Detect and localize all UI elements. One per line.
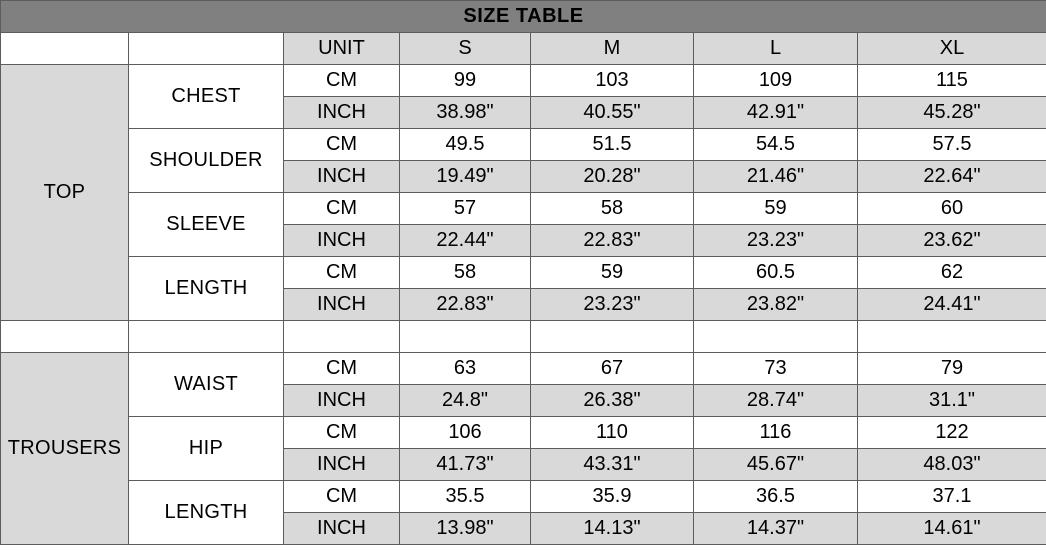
value-trousers-length-inch-l: 14.37" [694,513,858,545]
value-chest-cm-s: 99 [400,65,531,97]
table-row [1,417,1046,449]
value-sleeve-inch-l: 23.23" [694,225,858,257]
divider-cell [129,321,284,353]
value-sleeve-cm-l: 59 [694,193,858,225]
value-top-length-inch-m: 23.23" [531,289,694,321]
value-chest-inch-xl: 45.28" [858,97,1046,129]
unit-inch: INCH [284,97,400,129]
attribute-top-length: LENGTH [129,257,284,321]
value-hip-inch-l: 45.67" [694,449,858,481]
value-waist-cm-m: 67 [531,353,694,385]
divider-cell [858,321,1046,353]
value-sleeve-cm-s: 57 [400,193,531,225]
unit-inch: INCH [284,385,400,417]
value-top-length-inch-s: 22.83" [400,289,531,321]
value-trousers-length-cm-s: 35.5 [400,481,531,513]
divider-cell [694,321,858,353]
unit-cm: CM [284,353,400,385]
column-header-row [1,33,1046,65]
group-label-trousers: TROUSERS [1,353,129,545]
value-chest-cm-l: 109 [694,65,858,97]
value-top-length-cm-l: 60.5 [694,257,858,289]
value-shoulder-inch-m: 20.28" [531,161,694,193]
value-top-length-cm-m: 59 [531,257,694,289]
value-hip-cm-l: 116 [694,417,858,449]
value-trousers-length-cm-xl: 37.1 [858,481,1046,513]
attribute-shoulder: SHOULDER [129,129,284,193]
value-trousers-length-inch-m: 14.13" [531,513,694,545]
value-hip-cm-s: 106 [400,417,531,449]
title-row [1,1,1046,33]
header-size-s: S [400,33,531,65]
table-row [1,129,1046,161]
unit-cm: CM [284,65,400,97]
unit-inch: INCH [284,225,400,257]
value-hip-inch-s: 41.73" [400,449,531,481]
table-row [1,353,1046,385]
header-size-l: L [694,33,858,65]
attribute-sleeve: SLEEVE [129,193,284,257]
value-chest-inch-m: 40.55" [531,97,694,129]
divider-cell [531,321,694,353]
value-chest-cm-m: 103 [531,65,694,97]
value-top-length-inch-xl: 24.41" [858,289,1046,321]
value-top-length-cm-xl: 62 [858,257,1046,289]
value-sleeve-inch-xl: 23.62" [858,225,1046,257]
header-unit: UNIT [284,33,400,65]
header-spacer-left [1,33,129,65]
value-waist-cm-l: 73 [694,353,858,385]
unit-inch: INCH [284,161,400,193]
table-row [1,481,1046,513]
value-sleeve-inch-s: 22.44" [400,225,531,257]
attribute-hip: HIP [129,417,284,481]
divider-cell [400,321,531,353]
attribute-trousers-length: LENGTH [129,481,284,545]
unit-cm: CM [284,193,400,225]
value-waist-inch-l: 28.74" [694,385,858,417]
divider-cell [1,321,129,353]
table-row [1,65,1046,97]
unit-cm: CM [284,481,400,513]
unit-inch: INCH [284,449,400,481]
value-waist-inch-s: 24.8" [400,385,531,417]
value-waist-inch-m: 26.38" [531,385,694,417]
value-shoulder-cm-m: 51.5 [531,129,694,161]
value-shoulder-cm-s: 49.5 [400,129,531,161]
value-shoulder-inch-s: 19.49" [400,161,531,193]
value-chest-inch-l: 42.91" [694,97,858,129]
page-title: SIZE TABLE [1,1,1046,33]
unit-cm: CM [284,257,400,289]
value-sleeve-cm-xl: 60 [858,193,1046,225]
header-size-xl: XL [858,33,1046,65]
attribute-waist: WAIST [129,353,284,417]
value-waist-inch-xl: 31.1" [858,385,1046,417]
value-sleeve-inch-m: 22.83" [531,225,694,257]
unit-cm: CM [284,417,400,449]
attribute-chest: CHEST [129,65,284,129]
table-row [1,193,1046,225]
section-divider [1,321,1046,353]
unit-inch: INCH [284,289,400,321]
value-trousers-length-cm-l: 36.5 [694,481,858,513]
group-label-top: TOP [1,65,129,321]
divider-cell [284,321,400,353]
value-hip-inch-xl: 48.03" [858,449,1046,481]
value-chest-cm-xl: 115 [858,65,1046,97]
value-chest-inch-s: 38.98" [400,97,531,129]
header-size-m: M [531,33,694,65]
unit-inch: INCH [284,513,400,545]
value-trousers-length-cm-m: 35.9 [531,481,694,513]
value-sleeve-cm-m: 58 [531,193,694,225]
value-shoulder-cm-l: 54.5 [694,129,858,161]
value-trousers-length-inch-s: 13.98" [400,513,531,545]
value-shoulder-cm-xl: 57.5 [858,129,1046,161]
value-shoulder-inch-xl: 22.64" [858,161,1046,193]
header-spacer-attribute [129,33,284,65]
value-hip-inch-m: 43.31" [531,449,694,481]
value-top-length-cm-s: 58 [400,257,531,289]
value-trousers-length-inch-xl: 14.61" [858,513,1046,545]
value-waist-cm-xl: 79 [858,353,1046,385]
unit-cm: CM [284,129,400,161]
value-waist-cm-s: 63 [400,353,531,385]
value-hip-cm-xl: 122 [858,417,1046,449]
value-hip-cm-m: 110 [531,417,694,449]
table-row [1,257,1046,289]
value-top-length-inch-l: 23.82" [694,289,858,321]
value-shoulder-inch-l: 21.46" [694,161,858,193]
